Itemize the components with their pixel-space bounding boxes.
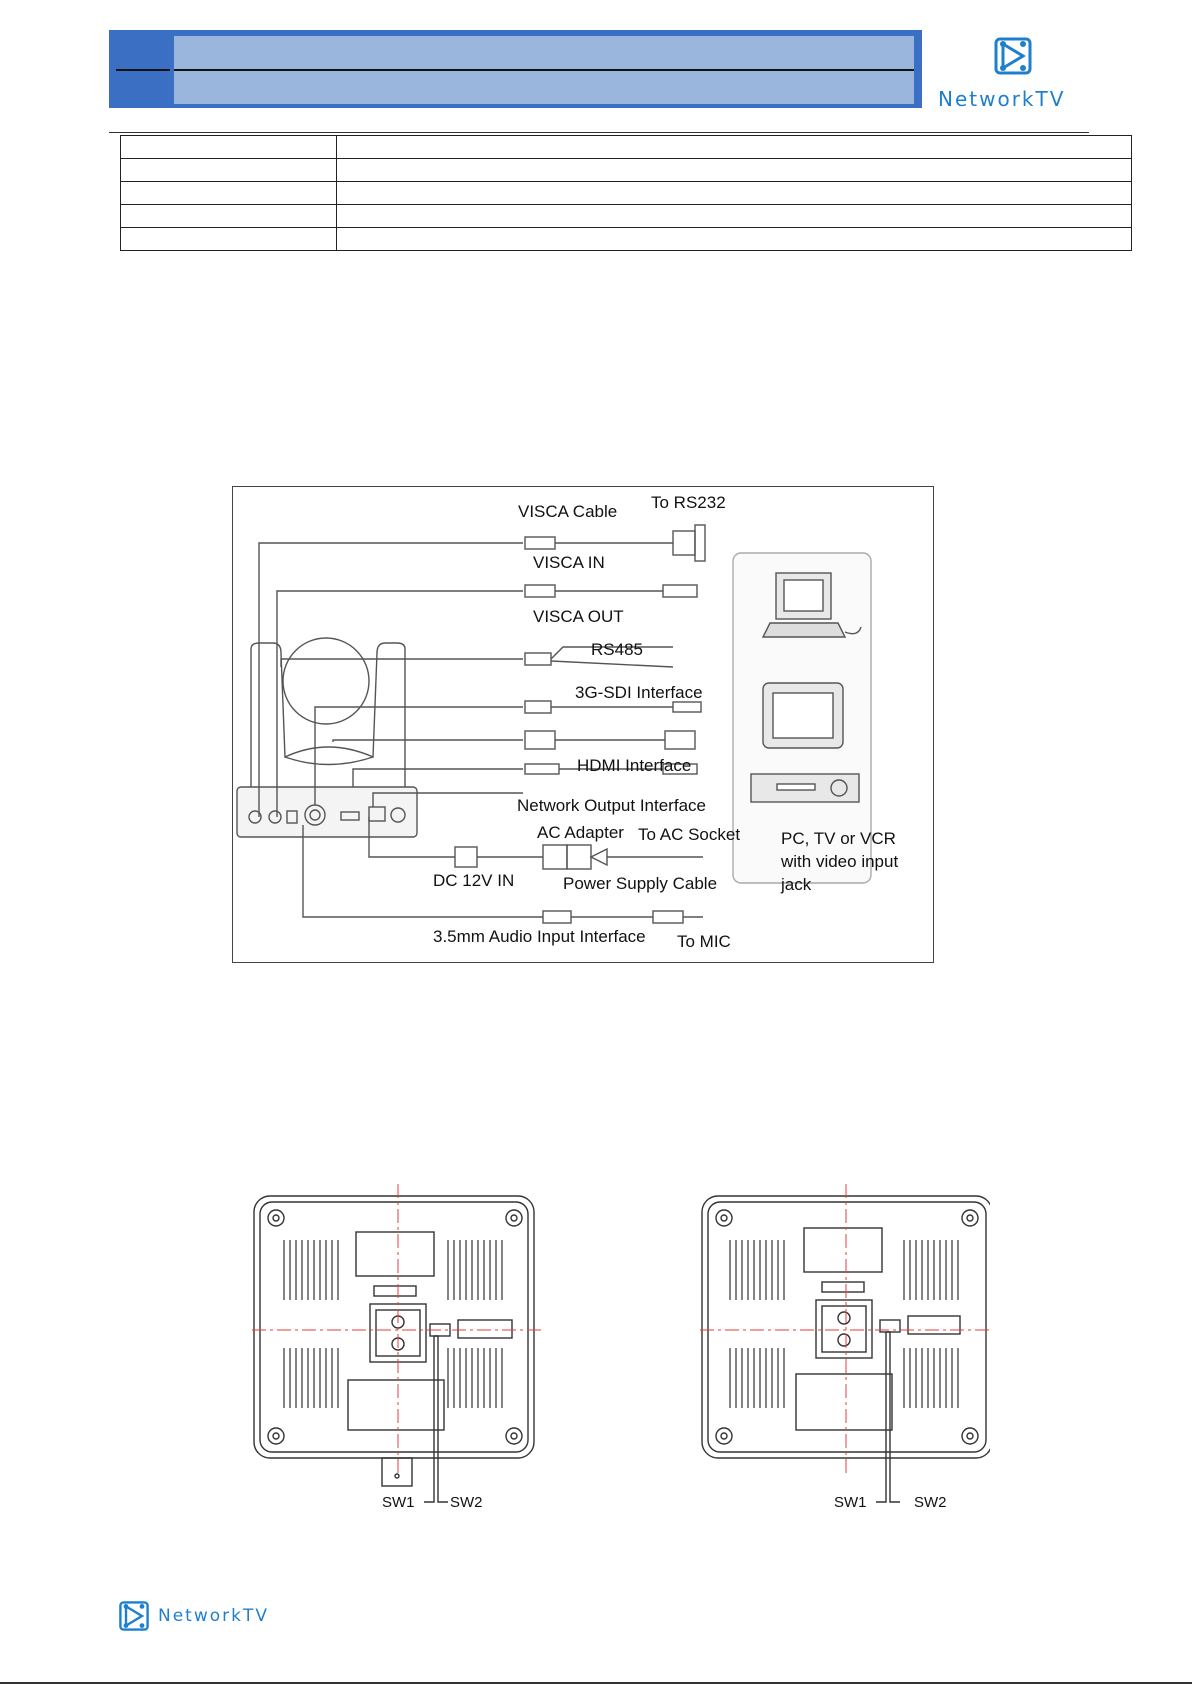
table-row xyxy=(121,136,1132,159)
table-cell xyxy=(337,159,1132,182)
label-visca-cable: VISCA Cable xyxy=(518,502,618,521)
label-dc-12v-in: DC 12V IN xyxy=(433,871,515,890)
header-rule xyxy=(109,132,1089,133)
bottom-plate-left-drawing xyxy=(252,1184,542,1524)
table-row xyxy=(121,228,1132,251)
table-cell xyxy=(337,228,1132,251)
table-cell xyxy=(121,182,337,205)
label-network-output: Network Output Interface xyxy=(517,796,706,815)
networktv-logo-icon xyxy=(118,1600,150,1632)
label-display-line-3: jack xyxy=(781,875,812,894)
table-row xyxy=(121,159,1132,182)
label-power-supply-cable: Power Supply Cable xyxy=(563,874,718,893)
label-display-line-2: with video input xyxy=(781,852,899,871)
label-visca-out: VISCA OUT xyxy=(533,607,624,626)
label-display-line-1: PC, TV or VCR xyxy=(781,829,896,848)
bottom-plate-right-drawing xyxy=(700,1184,990,1524)
table-row xyxy=(121,205,1132,228)
header-banner-rule xyxy=(174,69,914,71)
label-to-rs232: To RS232 xyxy=(651,493,726,512)
bottom-plate-left xyxy=(252,1184,542,1524)
header-brand-name: NetworkTV xyxy=(938,87,1066,111)
networktv-logo-icon xyxy=(993,36,1033,76)
header-banner-tick xyxy=(116,69,170,71)
label-ac-adapter: AC Adapter xyxy=(537,823,624,842)
header-logo xyxy=(993,36,1033,81)
footer-brand-name: NetworkTV xyxy=(158,1606,269,1626)
label-to-ac-socket: To AC Socket xyxy=(638,825,741,844)
label-3g-sdi: 3G-SDI Interface xyxy=(575,683,703,702)
label-visca-in: VISCA IN xyxy=(533,553,605,572)
footer-rule xyxy=(0,1682,1192,1684)
label-audio-input: 3.5mm Audio Input Interface xyxy=(433,927,646,946)
table-row xyxy=(121,182,1132,205)
connection-diagram xyxy=(232,486,934,963)
label-sw1-left: SW1 xyxy=(382,1494,415,1511)
table-cell xyxy=(337,136,1132,159)
table-cell xyxy=(121,159,337,182)
label-to-mic: To MIC xyxy=(677,932,731,951)
label-sw1-right: SW1 xyxy=(834,1494,867,1511)
label-rs485: RS485 xyxy=(591,640,643,659)
spec-table xyxy=(120,135,1132,251)
table-cell xyxy=(121,205,337,228)
label-sw2-left: SW2 xyxy=(450,1494,483,1511)
footer-logo xyxy=(118,1600,150,1637)
bottom-plate-right xyxy=(700,1184,990,1524)
table-cell xyxy=(121,228,337,251)
table-cell xyxy=(337,182,1132,205)
table-cell xyxy=(337,205,1132,228)
label-sw2-right: SW2 xyxy=(914,1494,947,1511)
table-cell xyxy=(121,136,337,159)
label-hdmi: HDMI Interface xyxy=(577,756,692,775)
